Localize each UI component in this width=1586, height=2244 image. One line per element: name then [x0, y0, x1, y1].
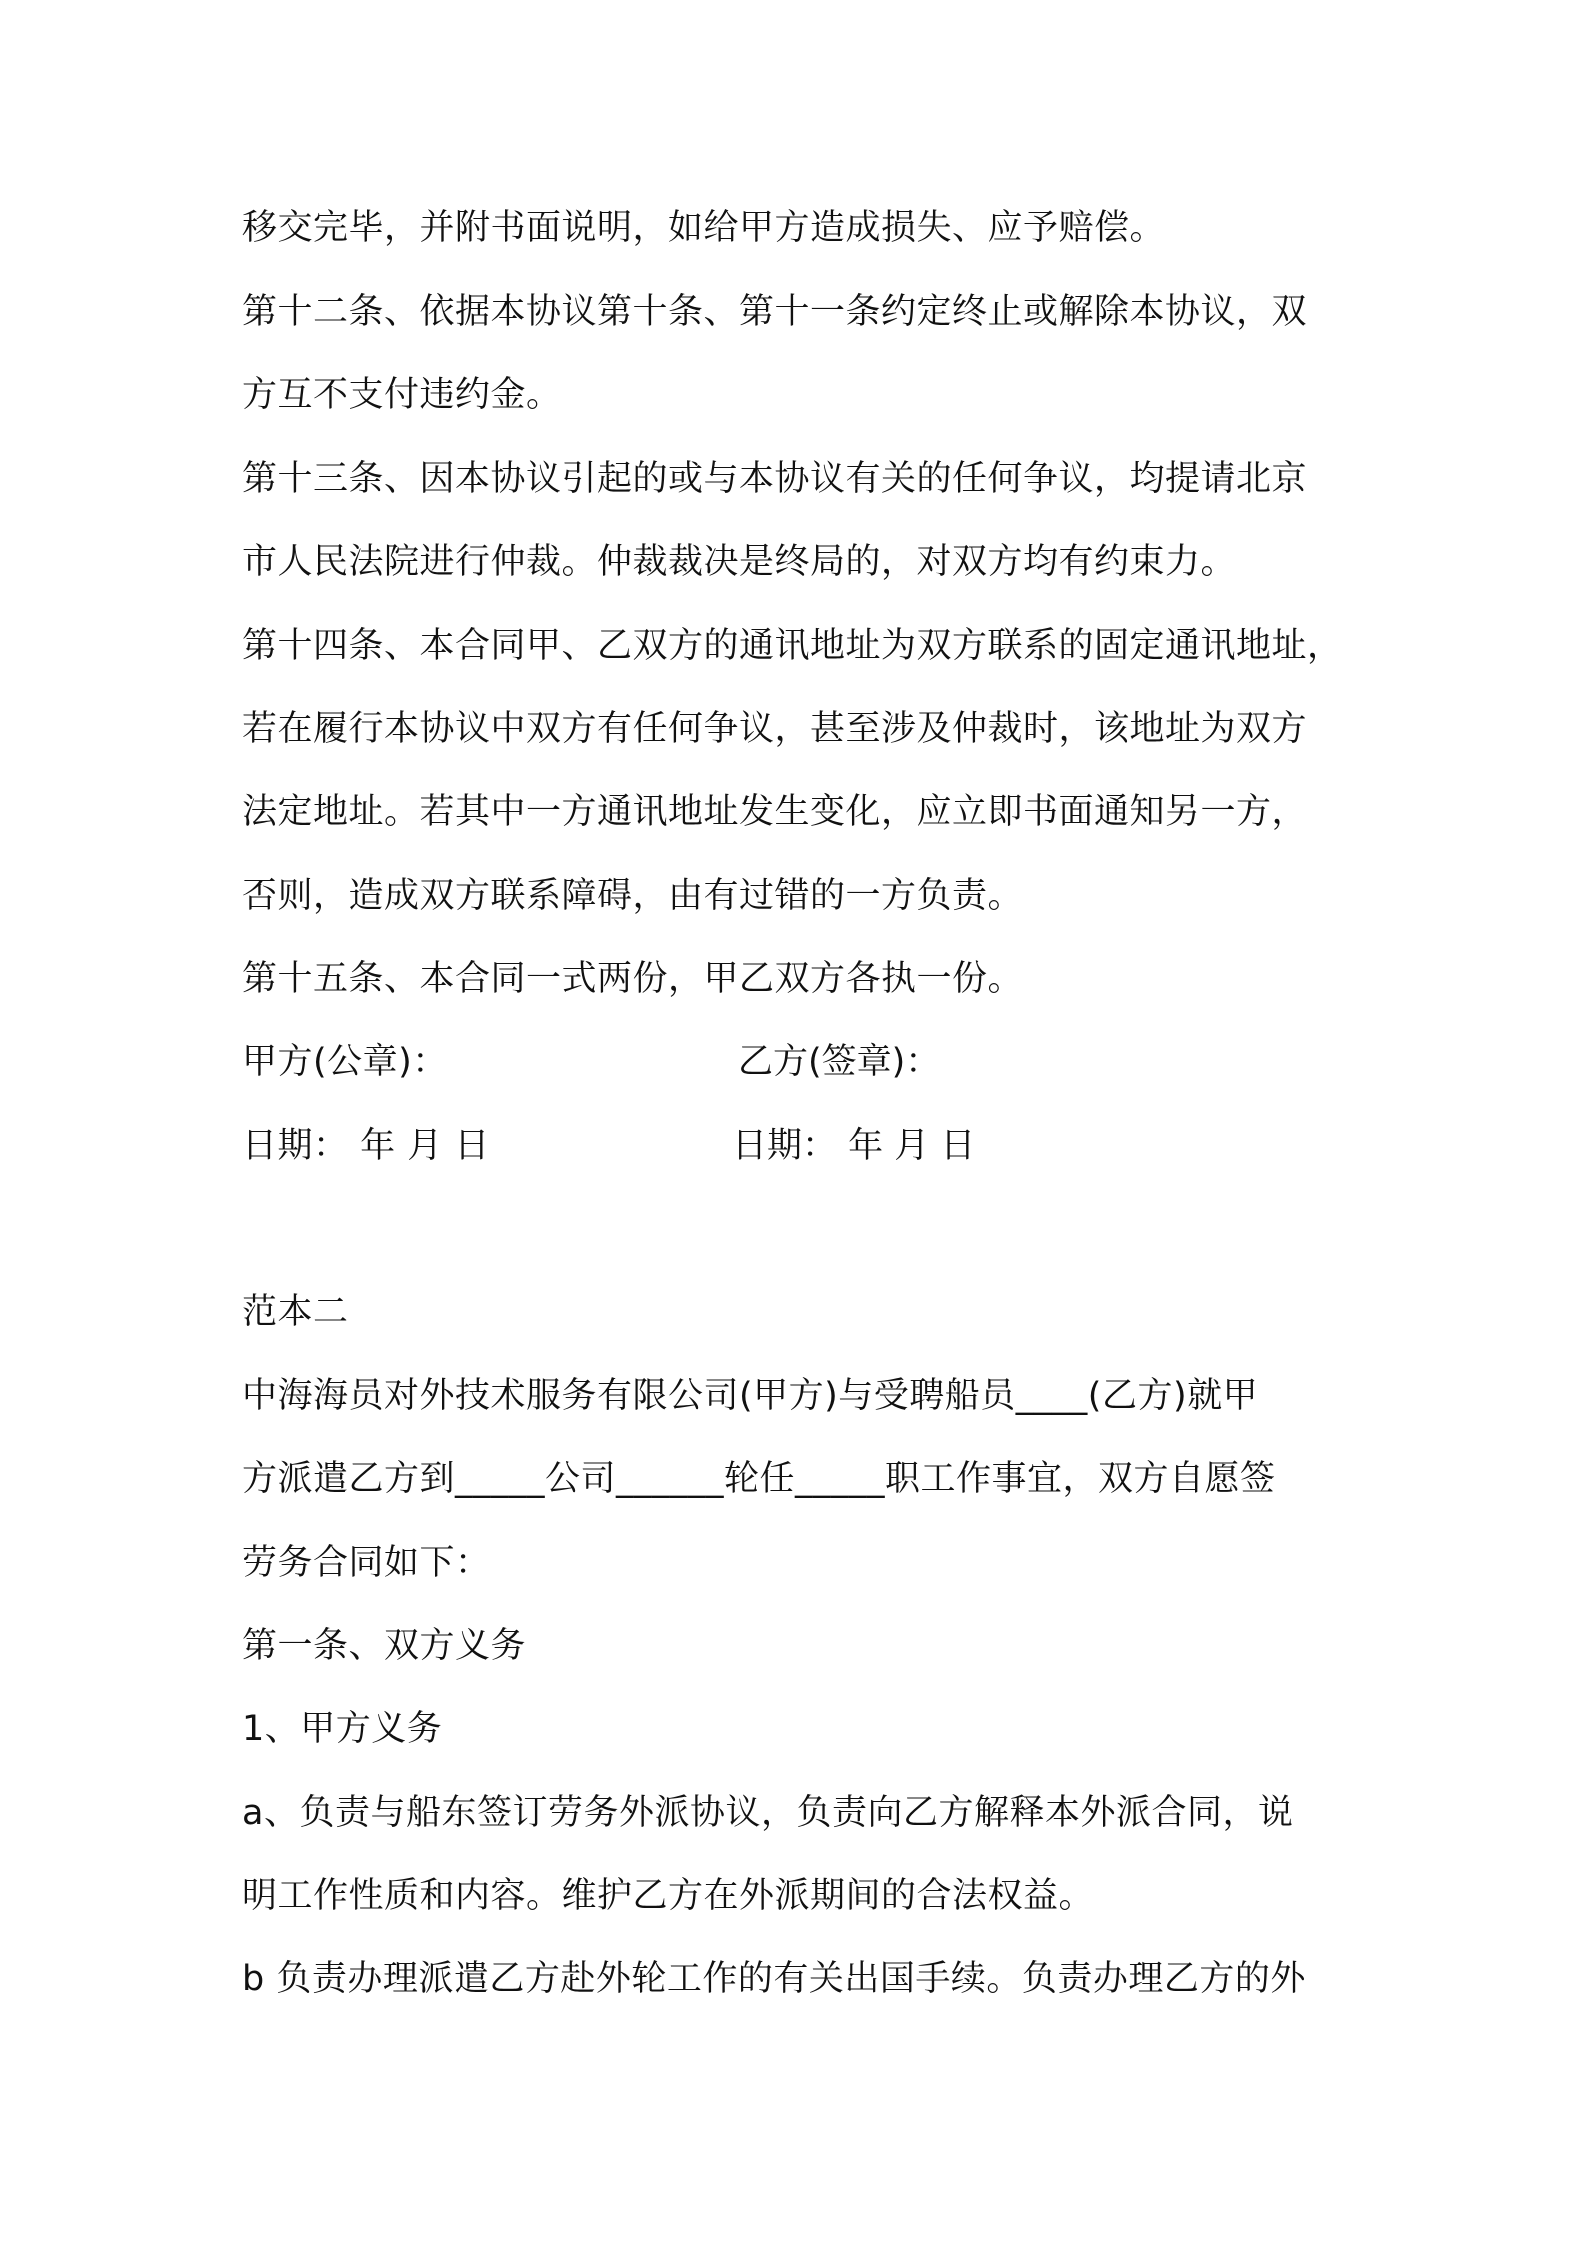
section-title: 范本二 — [242, 1292, 349, 1332]
text-line-7: 若在履行本协议中双方有任何争议，甚至涉及仲裁时，该地址为双方 — [242, 709, 1308, 749]
text-line-12: 方派遣乙方到_____公司______轮任_____职工作事宜，双方自愿签 — [242, 1459, 1276, 1499]
text-line-13: 劳务合同如下： — [242, 1543, 491, 1583]
text-line-8: 法定地址。若其中一方通讯地址发生变化，应立即书面通知另一方， — [242, 792, 1308, 832]
party-a-seal-label: 甲方(公章)： — [242, 1042, 448, 1082]
text-line-16: a、负责与船东签订劳务外派协议，负责向乙方解释本外派合同，说 — [242, 1793, 1294, 1833]
text-line-17: 明工作性质和内容。维护乙方在外派期间的合法权益。 — [242, 1876, 1095, 1916]
text-line-14: 第一条、双方义务 — [242, 1626, 527, 1666]
party-a-date-label: 日期： 年 月 日 — [242, 1126, 490, 1166]
text-line-4: 第十三条、因本协议引起的或与本协议有关的任何争议，均提请北京 — [242, 459, 1308, 499]
text-line-9: 否则，造成双方联系障碍，由有过错的一方负责。 — [242, 876, 1024, 916]
text-line-5: 市人民法院进行仲裁。仲裁裁决是终局的，对双方均有约束力。 — [242, 542, 1237, 582]
party-b-seal-label: 乙方(签章)： — [738, 1042, 941, 1082]
text-line-11: 中海海员对外技术服务有限公司(甲方)与受聘船员____(乙方)就甲 — [242, 1376, 1259, 1416]
text-line-10: 第十五条、本合同一式两份，甲乙双方各执一份。 — [242, 959, 1024, 999]
party-b-date-label: 日期： 年 月 日 — [732, 1126, 976, 1166]
text-line-15: 1、甲方义务 — [242, 1709, 443, 1749]
text-line-6: 第十四条、本合同甲、乙双方的通讯地址为双方联系的固定通讯地址， — [242, 626, 1343, 666]
text-line-1: 移交完毕，并附书面说明，如给甲方造成损失、应予赔偿。 — [242, 208, 1166, 248]
text-line-3: 方互不支付违约金。 — [242, 375, 562, 415]
text-line-2: 第十二条、依据本协议第十条、第十一条约定终止或解除本协议，双 — [242, 292, 1308, 332]
text-line-18: b 负责办理派遣乙方赴外轮工作的有关出国手续。负责办理乙方的外 — [242, 1959, 1306, 1999]
